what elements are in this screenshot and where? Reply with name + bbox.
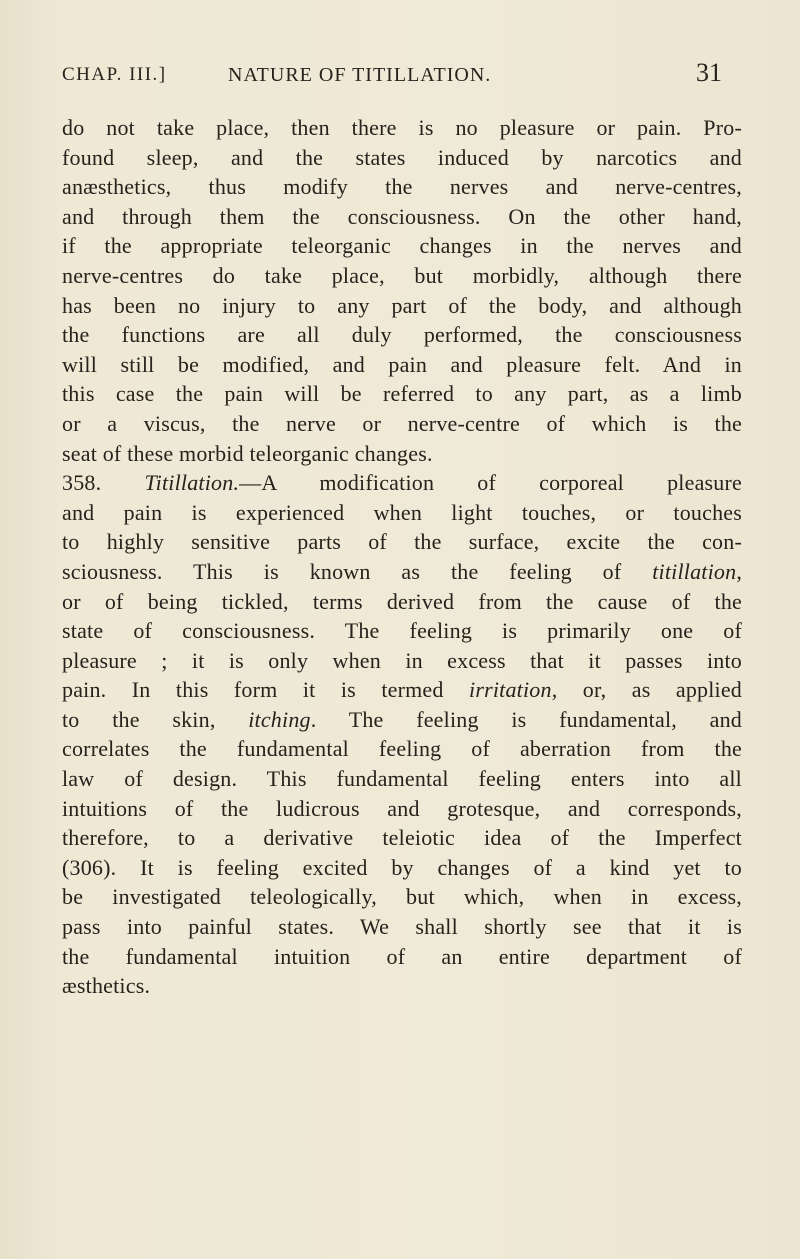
text-fragment: —A modification of corporeal pleasure xyxy=(239,470,743,496)
text-line: found sleep, and the states induced by narcotics and xyxy=(62,144,742,170)
text-line: (306). It is feeling excited by changes of a kind yet to xyxy=(62,854,742,880)
text-line xyxy=(62,705,742,735)
text-fragment: sciousness. This is known as the feeling of xyxy=(62,558,622,584)
section-heading: Titillation. xyxy=(144,470,240,496)
term-titillation: titillation xyxy=(652,558,737,584)
text-line: and through them the consciousness. On the other hand, xyxy=(62,203,742,229)
text-fragment: , or, as applied xyxy=(551,677,743,703)
chapter-label: CHAP. III.] xyxy=(62,64,167,85)
text-fragment: . The feeling is fundamental, and xyxy=(310,706,742,732)
text-line xyxy=(62,675,742,705)
text-line: and pain is experienced when light touches, or touches xyxy=(62,499,742,525)
text-line: state of consciousness. The feeling is primarily one of xyxy=(62,618,742,644)
text-line: or of being tickled, terms derived from the cause of the xyxy=(62,588,742,614)
text-line: nerve-centres do take place, but morbidly, although there xyxy=(62,262,742,288)
text-line: will still be modified, and pain and pleasure felt. And in xyxy=(62,351,742,377)
text-line: this case the pain will be referred to any part, as a limb xyxy=(62,381,742,407)
text-line: pass into painful states. We shall shortly see that it is xyxy=(62,914,742,940)
running-title: NATURE OF TITILLATION. xyxy=(228,64,492,86)
text-fragment: , xyxy=(736,558,743,584)
text-line: pleasure ; it is only when in excess that it passes into xyxy=(62,647,742,673)
text-line: intuitions of the ludicrous and grotesque, and corresponds, xyxy=(62,795,742,821)
text-line: correlates the fundamental feeling of aberration from the xyxy=(62,736,742,762)
text-line: seat of these morbid teleorganic changes. xyxy=(62,440,433,466)
text-fragment: pain. In this form it is termed xyxy=(62,677,444,703)
term-itching: itching xyxy=(248,706,311,732)
text-line: the fundamental intuition of an entire department of xyxy=(62,943,742,969)
running-head xyxy=(62,58,742,94)
text-line: the functions are all duly performed, the consciousness xyxy=(62,322,742,348)
text-line: or a viscus, the nerve or nerve-centre of which is the xyxy=(62,410,742,436)
text-line: has been no injury to any part of the body, and although xyxy=(62,292,742,318)
text-line xyxy=(62,557,742,587)
text-fragment: to the skin, xyxy=(62,706,216,732)
text-line: do not take place, then there is no pleasure or pain. Pro- xyxy=(62,115,742,140)
page-number: 31 xyxy=(696,58,722,87)
body-text xyxy=(62,113,742,1001)
text-line: if the appropriate teleorganic changes in the nerves and xyxy=(62,233,742,259)
text-line: therefore, to a derivative teleiotic idea of the Imperfect xyxy=(62,825,742,851)
text-line: æsthetics. xyxy=(62,973,151,999)
text-line: be investigated teleologically, but which, when in excess, xyxy=(62,884,742,910)
text-line: anæsthetics, thus modify the nerves and nerve-centres, xyxy=(62,174,742,200)
section-358-first-line xyxy=(62,468,742,498)
section-number: 358. xyxy=(62,470,102,496)
text-line: to highly sensitive parts of the surface, excite the con- xyxy=(62,529,742,555)
term-irritation: irritation xyxy=(469,677,552,703)
text-line: law of design. This fundamental feeling enters into all xyxy=(62,766,742,792)
